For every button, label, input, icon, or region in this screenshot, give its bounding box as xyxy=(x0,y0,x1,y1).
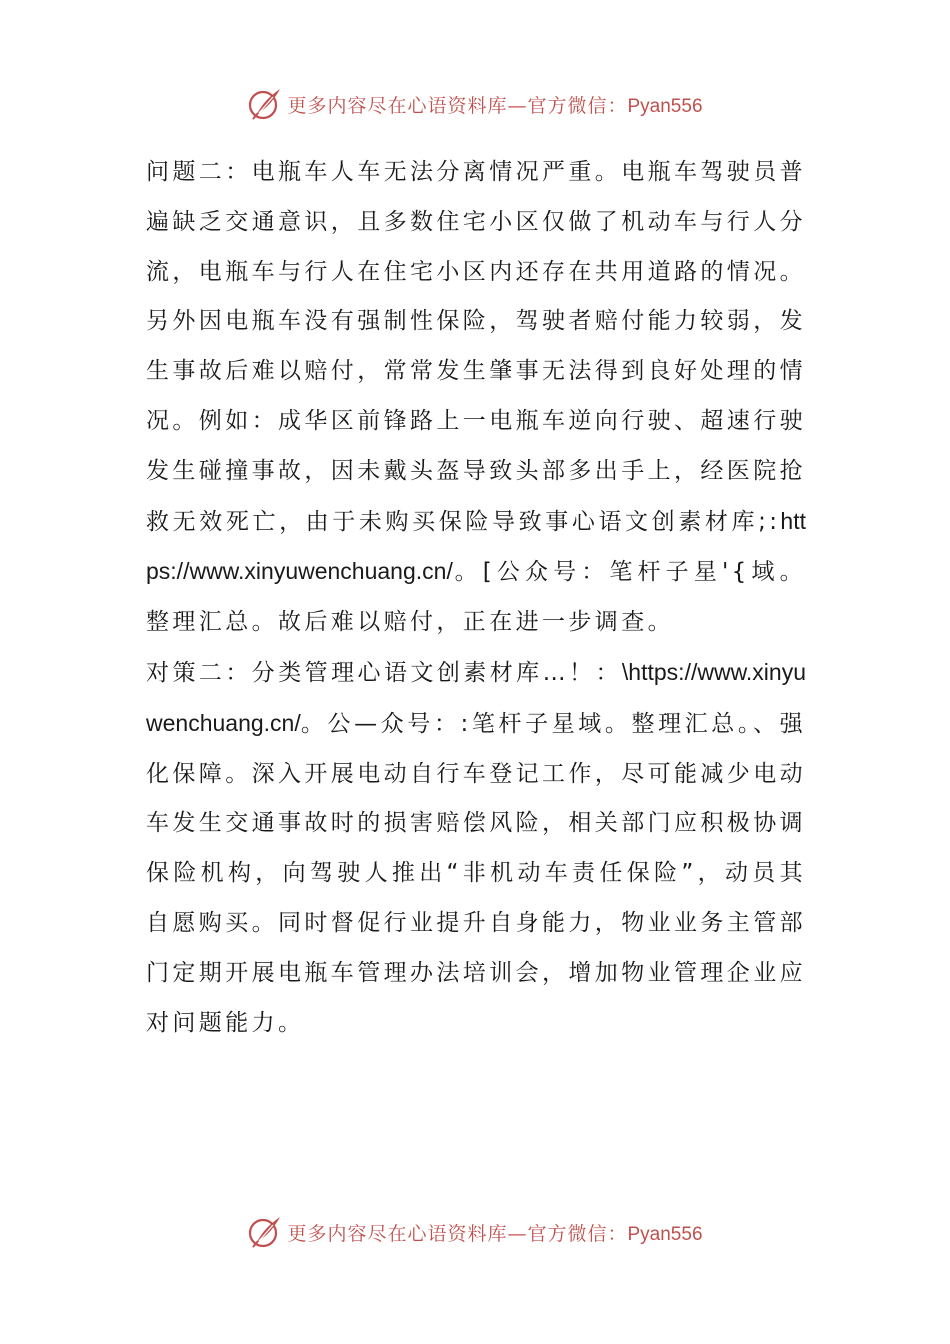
header-banner xyxy=(0,84,950,124)
banner-wechat-id: Pyan556 xyxy=(627,1223,703,1245)
paragraph-strategy-two xyxy=(146,648,806,1048)
banner-text xyxy=(287,91,702,118)
quill-logo-icon xyxy=(247,86,283,122)
footer-banner xyxy=(0,1212,950,1252)
banner-text xyxy=(287,1219,702,1246)
paragraph-text: 。[公众号：笔杆子星'{域。整理汇总。故后难以赔付，正在进一步调查。 xyxy=(146,559,806,636)
document-body xyxy=(146,148,806,1048)
banner-text-cn: 更多内容尽在心语资料库—官方微信： xyxy=(287,1222,628,1245)
paragraph-text: 问题二：电瓶车人车无法分离情况严重。电瓶车驾驶员普遍缺乏交通意识，且多数住宅小区仅做了机动车与行人分流，电瓶车与行人在住宅小区内还存在共用道路的情况。另外因电瓶车没有强制性保险，驾驶者赔付能力较弱，发生事故后难以赔付，常常发生肇事无法得到良好处理的情况。例如：成华区前锋路上一电瓶车逆向行驶、超速行驶发生碰撞事故，因未戴头盔导致头部多出手上，经医院抢救无效死亡，由于未购买保险导致事心语文创素材库;: xyxy=(146,159,806,535)
quill-logo-icon xyxy=(247,1214,283,1250)
paragraph-text: 对策二：分类管理心语文创素材库…！： xyxy=(146,659,622,686)
banner-wechat-id: Pyan556 xyxy=(627,95,703,117)
url-text: https://www.xinyuwenchuang.cn/ xyxy=(146,507,806,585)
banner-text-cn: 更多内容尽在心语资料库—官方微信： xyxy=(287,94,628,117)
paragraph-text: 。公—众号：:笔杆子星域。整理汇总。、强化保障。深入开展电动自行车登记工作，尽可能减少电动车发生交通事故时的损害赔偿风险，相关部门应积极协调保险机构，向驾驶人推出“非机动车责任保险”，动员其自愿购买。同时督促行业提升自身能力，物业业务主管部门定期开展电瓶车管理办法培训会，增加物业管理企业应对问题能力。 xyxy=(146,710,806,1036)
url-text: \https://www.xinyuwenchuang.cn/ xyxy=(146,658,806,736)
paragraph-problem-two xyxy=(146,148,806,648)
